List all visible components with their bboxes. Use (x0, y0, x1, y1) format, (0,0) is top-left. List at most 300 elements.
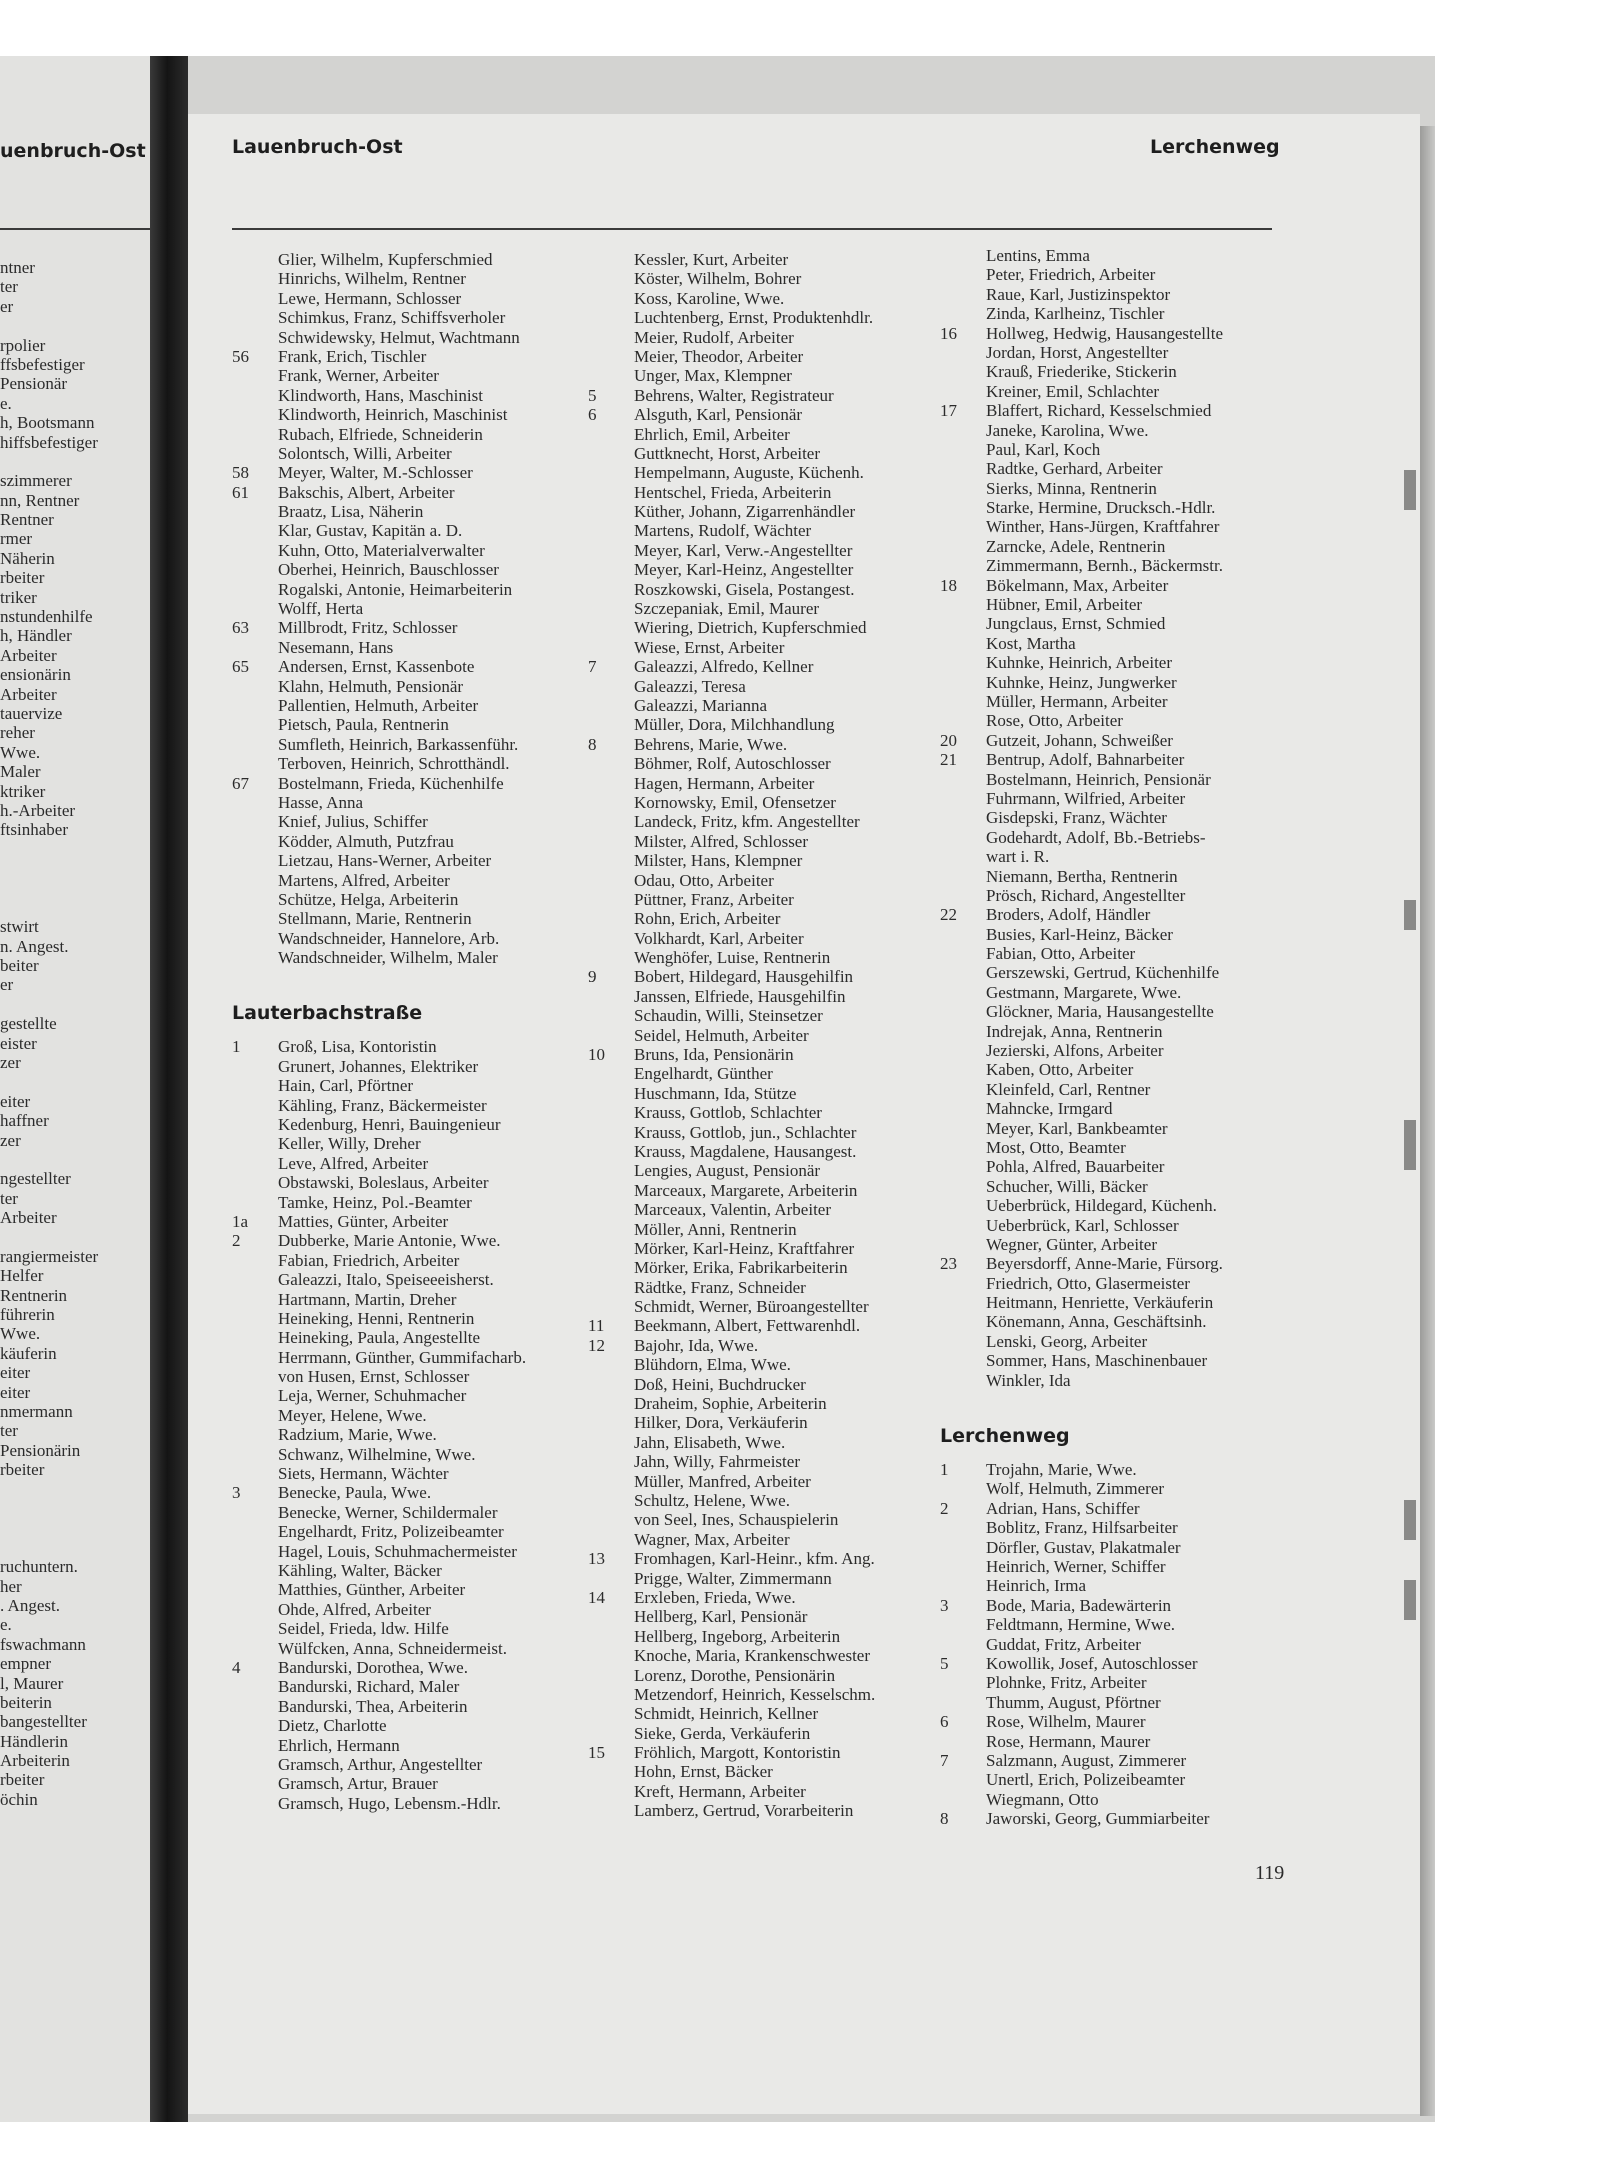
house-number (232, 812, 278, 831)
directory-entry (588, 599, 948, 618)
left-page-fragment: Wwe. (0, 742, 41, 762)
directory-entry (940, 421, 1300, 440)
directory-entry (232, 580, 592, 599)
directory-entry (588, 1181, 948, 1200)
resident-text: Benecke, Werner, Schildermaler (278, 1502, 498, 1522)
left-page-fragment: öchin (0, 1789, 38, 1809)
house-number: 5 (588, 385, 597, 405)
resident-text: Hohn, Ernst, Bäcker (634, 1762, 773, 1782)
resident-text: Müller, Hermann, Arbeiter (986, 691, 1168, 711)
directory-entry (940, 711, 1300, 730)
resident-text: Jahn, Elisabeth, Wwe. (634, 1432, 786, 1452)
house-number: 5 (940, 1653, 949, 1673)
resident-text: Ködder, Almuth, Putzfrau (278, 831, 454, 851)
house-number (588, 1375, 634, 1394)
house-number (940, 1274, 986, 1293)
resident-text: Raue, Karl, Justizinspektor (986, 284, 1171, 304)
resident-text: Fabian, Friedrich, Arbeiter (278, 1250, 460, 1270)
resident-text: Schmidt, Werner, Büroangestellter (634, 1297, 869, 1317)
house-number (232, 386, 278, 405)
house-number (232, 871, 278, 890)
directory-entry (588, 347, 948, 366)
house-number: 2 (940, 1498, 949, 1518)
directory-entry (588, 425, 948, 444)
directory-entry (232, 1367, 592, 1386)
resident-text: Schwanz, Wilhelmine, Wwe. (278, 1444, 476, 1464)
directory-entry (588, 463, 948, 482)
directory-entry (232, 1328, 592, 1347)
directory-entry (940, 1177, 1300, 1196)
house-number (940, 1693, 986, 1712)
house-number (940, 1635, 986, 1654)
house-number: 10 (588, 1045, 605, 1065)
house-number (588, 308, 634, 327)
directory-entry (232, 793, 592, 812)
resident-text: Milster, Hans, Klempner (634, 851, 803, 871)
left-page-fragment: ter (0, 1188, 18, 1208)
directory-entry (940, 1499, 1300, 1518)
left-page-fragment (0, 840, 170, 859)
left-page-fragment (0, 1072, 170, 1091)
resident-text: Gramsch, Hugo, Lebensm.-Hdlr. (278, 1793, 501, 1813)
house-number (588, 871, 634, 890)
house-number (588, 502, 634, 521)
left-page-fragment: tauervize (0, 703, 63, 723)
directory-entry (232, 1658, 592, 1677)
resident-text: Blühdorn, Elma, Wwe. (634, 1355, 791, 1375)
house-number (940, 983, 986, 1002)
resident-text: Ohde, Alfred, Arbeiter (278, 1599, 431, 1619)
edge-mark (1404, 1580, 1416, 1620)
house-number (588, 832, 634, 851)
house-number (940, 1312, 986, 1331)
house-number (940, 847, 986, 866)
resident-text: Wiering, Dietrich, Kupferschmied (634, 618, 867, 638)
resident-text: Gerszewski, Gertrud, Küchenhilfe (986, 963, 1220, 983)
resident-text: Marceaux, Valentin, Arbeiter (634, 1200, 832, 1220)
house-number (588, 580, 634, 599)
house-number (232, 599, 278, 618)
directory-entry (940, 1479, 1300, 1498)
house-number (940, 711, 986, 730)
house-number (940, 1041, 986, 1060)
house-number (232, 851, 278, 870)
directory-entry (232, 677, 592, 696)
house-number (232, 1173, 278, 1192)
directory-entry (940, 1693, 1300, 1712)
house-number (940, 343, 986, 362)
edge-mark (1404, 470, 1416, 510)
column-3-entries-a (940, 246, 1300, 1390)
resident-text: Oberhei, Heinrich, Bauschlosser (278, 560, 499, 580)
resident-text: Krauß, Friederike, Stickerin (986, 362, 1177, 382)
directory-entry (940, 828, 1300, 847)
directory-entry (588, 521, 948, 540)
house-number (232, 1134, 278, 1153)
resident-text: Roszkowski, Gisela, Postangest. (634, 579, 855, 599)
house-number: 2 (232, 1231, 241, 1251)
house-number (232, 1522, 278, 1541)
section-title-lerchenweg: Lerchenweg (940, 1425, 1070, 1448)
house-number: 4 (232, 1657, 241, 1677)
resident-text: Hellberg, Ingeborg, Arbeiterin (634, 1626, 841, 1646)
house-number (940, 634, 986, 653)
directory-entry (588, 735, 948, 754)
house-number (232, 425, 278, 444)
resident-text: Engelhardt, Günther (634, 1064, 773, 1084)
resident-text: Adrian, Hans, Schiffer (986, 1498, 1140, 1518)
left-page-fragment: rbeiter (0, 1460, 45, 1480)
resident-text: Wiese, Ernst, Arbeiter (634, 637, 785, 657)
directory-entry (588, 1646, 948, 1665)
left-page-fragment: rbeiter (0, 568, 45, 588)
directory-entry (940, 1254, 1300, 1273)
resident-text: Möller, Anni, Rentnerin (634, 1219, 797, 1239)
resident-text: Draheim, Sophie, Arbeiterin (634, 1394, 827, 1414)
left-page-fragment (0, 1228, 170, 1247)
left-page-fragment: ntner (0, 258, 35, 277)
directory-entry (232, 483, 592, 502)
resident-text: Prigge, Walter, Zimmermann (634, 1568, 832, 1588)
house-number (232, 832, 278, 851)
house-number: 13 (588, 1549, 605, 1569)
directory-entry (588, 1336, 948, 1355)
house-number (588, 890, 634, 909)
left-page-fragment: käuferin (0, 1343, 57, 1363)
resident-text: Milster, Alfred, Schlosser (634, 831, 809, 851)
house-number (232, 1057, 278, 1076)
resident-text: Jordan, Horst, Angestellter (986, 342, 1169, 362)
directory-entry (940, 963, 1300, 982)
house-number (940, 265, 986, 284)
resident-text: Klar, Gustav, Kapitän a. D. (278, 521, 463, 541)
resident-text: Hagen, Hermann, Arbeiter (634, 773, 815, 793)
house-number (588, 754, 634, 773)
page-edge (1420, 126, 1435, 2116)
house-number (588, 1394, 634, 1413)
directory-entry (232, 1096, 592, 1115)
resident-text: Klahn, Helmuth, Pensionär (278, 676, 464, 696)
resident-text: Prösch, Richard, Angestellter (986, 885, 1186, 905)
resident-text: Lentins, Emma (986, 246, 1090, 265)
house-number (588, 1569, 634, 1588)
resident-text: Hollweg, Hedwig, Hausangestellte (986, 323, 1223, 343)
resident-text: Kreiner, Emil, Schlachter (986, 381, 1160, 401)
house-number (588, 347, 634, 366)
directory-entry (232, 948, 592, 967)
left-page-fragment: gestellte (0, 1014, 57, 1034)
directory-entry (232, 1639, 592, 1658)
resident-text: Metzendorf, Heinrich, Kesselschm. (634, 1684, 876, 1704)
directory-entry (588, 1297, 948, 1316)
resident-text: Gestmann, Margarete, Wwe. (986, 982, 1182, 1002)
house-number (232, 638, 278, 657)
house-number (940, 1479, 986, 1498)
house-number (940, 1790, 986, 1809)
resident-text: Meier, Theodor, Arbeiter (634, 346, 804, 366)
directory-entry (232, 1290, 592, 1309)
left-page-fragment: fswachmann (0, 1634, 86, 1654)
left-page-fragment (0, 452, 170, 471)
house-number: 11 (588, 1316, 605, 1336)
column-1-entries-a (232, 250, 592, 967)
house-number (588, 774, 634, 793)
left-page-fragment: Maler (0, 762, 41, 782)
directory-entry (940, 324, 1300, 343)
house-number (588, 793, 634, 812)
directory-entry (232, 1212, 592, 1231)
resident-text: Bandurski, Thea, Arbeiterin (278, 1696, 468, 1716)
resident-text: Heineking, Henni, Rentnerin (278, 1308, 475, 1328)
column-1 (232, 250, 592, 1813)
directory-entry (940, 1235, 1300, 1254)
directory-entry (232, 1425, 592, 1444)
left-page-fragment: Arbeiter (0, 645, 57, 665)
left-page-fragment: h.-Arbeiter (0, 800, 76, 820)
house-number (940, 673, 986, 692)
house-number (232, 250, 278, 269)
resident-text: Schucher, Willi, Bäcker (986, 1176, 1148, 1196)
directory-entry (232, 774, 592, 793)
directory-entry (940, 1041, 1300, 1060)
directory-entry (232, 1522, 592, 1541)
house-number: 18 (940, 575, 957, 595)
house-number (588, 366, 634, 385)
directory-entry (588, 948, 948, 967)
directory-entry (232, 386, 592, 405)
house-number: 7 (588, 657, 597, 677)
house-number (940, 421, 986, 440)
house-number (588, 1181, 634, 1200)
resident-text: Püttner, Franz, Arbeiter (634, 889, 794, 909)
directory-entry (588, 987, 948, 1006)
resident-text: Tamke, Heinz, Pol.-Beamter (278, 1192, 472, 1212)
resident-text: Volkhardt, Karl, Arbeiter (634, 928, 804, 948)
directory-entry (588, 1142, 948, 1161)
house-number: 20 (940, 730, 957, 750)
house-number (588, 250, 634, 269)
house-number (588, 1452, 634, 1471)
resident-text: Schaudin, Willi, Steinsetzer (634, 1006, 823, 1026)
house-number (232, 1639, 278, 1658)
left-page-fragment: er (0, 975, 14, 995)
directory-entry (940, 1002, 1300, 1021)
resident-text: Solontsch, Willi, Arbeiter (278, 443, 452, 463)
house-number (588, 1123, 634, 1142)
directory-entry (940, 1635, 1300, 1654)
directory-entry (940, 614, 1300, 633)
directory-entry (940, 1460, 1300, 1479)
directory-entry (232, 1057, 592, 1076)
directory-entry (940, 673, 1300, 692)
resident-text: Ehrlich, Emil, Arbeiter (634, 424, 790, 444)
directory-entry (940, 944, 1300, 963)
directory-entry (940, 1596, 1300, 1615)
directory-entry (232, 735, 592, 754)
resident-text: Fuhrmann, Wilfried, Arbeiter (986, 788, 1186, 808)
left-page-fragment: triker (0, 587, 37, 607)
directory-entry (232, 1561, 592, 1580)
page-header-right: Lerchenweg (1150, 136, 1280, 158)
house-number (232, 1328, 278, 1347)
directory-entry (940, 1138, 1300, 1157)
house-number (232, 1542, 278, 1561)
house-number (232, 1561, 278, 1580)
house-number (588, 1084, 634, 1103)
house-number (232, 929, 278, 948)
left-page-fragment: Pensionär (0, 374, 68, 394)
resident-text: Kedenburg, Henri, Bauingenieur (278, 1115, 501, 1135)
directory-entry (940, 343, 1300, 362)
resident-text: Müller, Manfred, Arbeiter (634, 1471, 811, 1491)
resident-text: Seidel, Helmuth, Arbeiter (634, 1025, 809, 1045)
left-page-fragment: Arbeiter (0, 1208, 57, 1228)
directory-entry (232, 657, 592, 676)
house-number (232, 405, 278, 424)
resident-text: Wandschneider, Wilhelm, Maler (278, 948, 498, 968)
resident-text: Kessler, Kurt, Arbeiter (634, 250, 789, 269)
directory-entry (588, 560, 948, 579)
resident-text: Radzium, Marie, Wwe. (278, 1425, 437, 1445)
house-number (588, 483, 634, 502)
resident-text: Müller, Dora, Milchhandlung (634, 715, 835, 735)
directory-entry (588, 1782, 948, 1801)
resident-text: Radtke, Gerhard, Arbeiter (986, 459, 1163, 479)
edge-mark (1404, 1500, 1416, 1540)
directory-entry (588, 1103, 948, 1122)
directory-entry (940, 731, 1300, 750)
resident-text: Kähling, Walter, Bäcker (278, 1561, 442, 1580)
resident-text: Wenghöfer, Luise, Rentnerin (634, 948, 831, 968)
resident-text: Blaffert, Richard, Kesselschmied (986, 401, 1212, 421)
left-page-fragment: Helfer (0, 1266, 44, 1286)
house-number (232, 1677, 278, 1696)
directory-entry (940, 905, 1300, 924)
house-number (588, 1685, 634, 1704)
house-number (232, 1445, 278, 1464)
directory-entry (588, 1607, 948, 1626)
directory-entry (588, 618, 948, 637)
left-page-fragment (0, 1499, 170, 1518)
directory-entry (940, 401, 1300, 420)
house-number (940, 1615, 986, 1634)
house-number (232, 1794, 278, 1813)
directory-entry (588, 851, 948, 870)
resident-text: Keller, Willy, Dreher (278, 1134, 421, 1154)
house-number (588, 521, 634, 540)
resident-text: Engelhardt, Fritz, Polizeibeamter (278, 1522, 504, 1542)
directory-entry (940, 1518, 1300, 1537)
resident-text: Böhmer, Rolf, Autoschlosser (634, 754, 831, 774)
directory-entry (588, 1491, 948, 1510)
house-number (940, 498, 986, 517)
column-3 (940, 246, 1300, 1828)
house-number (940, 1332, 986, 1351)
directory-entry (232, 1134, 592, 1153)
left-page-fragment: rbeiter (0, 1770, 45, 1790)
house-number (232, 541, 278, 560)
left-page-fragment: nstundenhilfe (0, 607, 93, 627)
resident-text: Martens, Rudolf, Wächter (634, 521, 812, 541)
house-number (232, 1309, 278, 1328)
resident-text: Kähling, Franz, Bäckermeister (278, 1095, 487, 1115)
resident-text: Terboven, Heinrich, Schrotthändl. (278, 754, 510, 774)
resident-text: von Husen, Ernst, Schlosser (278, 1367, 470, 1387)
house-number: 23 (940, 1254, 957, 1274)
left-page-fragment: eiter (0, 1091, 31, 1111)
directory-entry (940, 246, 1300, 265)
directory-entry (940, 440, 1300, 459)
resident-text: Meyer, Walter, M.-Schlosser (278, 463, 473, 483)
resident-text: Andersen, Ernst, Kassenbote (278, 657, 475, 677)
house-number (940, 1673, 986, 1692)
directory-entry (232, 832, 592, 851)
house-number (588, 1491, 634, 1510)
left-page-fragment: Wwe. (0, 1324, 41, 1344)
directory-entry (588, 1316, 948, 1335)
directory-entry (940, 1293, 1300, 1312)
directory-entry (588, 580, 948, 599)
house-number (232, 1251, 278, 1270)
house-number: 21 (940, 750, 957, 770)
house-number: 9 (588, 967, 597, 987)
directory-entry (588, 1549, 948, 1568)
resident-text: Zarncke, Adele, Rentnerin (986, 536, 1166, 556)
resident-text: Hilker, Dora, Verkäuferin (634, 1413, 808, 1433)
house-number (588, 948, 634, 967)
directory-entry (232, 638, 592, 657)
house-number: 12 (588, 1335, 605, 1355)
left-page-fragment: szimmerer (0, 471, 72, 491)
directory-entry (232, 425, 592, 444)
house-number (940, 362, 986, 381)
resident-text: Landeck, Fritz, kfm. Angestellter (634, 812, 860, 832)
resident-text: Heineking, Paula, Angestellte (278, 1328, 481, 1348)
resident-text: Leve, Alfred, Arbeiter (278, 1153, 429, 1173)
house-number (940, 1732, 986, 1751)
directory-entry (588, 909, 948, 928)
house-number (232, 1425, 278, 1444)
resident-text: Trojahn, Marie, Wwe. (986, 1460, 1137, 1480)
resident-text: Hasse, Anna (278, 792, 363, 812)
house-number (588, 1762, 634, 1781)
resident-text: Beekmann, Albert, Fettwarenhdl. (634, 1316, 861, 1336)
directory-entry (232, 715, 592, 734)
directory-entry (940, 362, 1300, 381)
left-page-fragment (0, 995, 170, 1014)
directory-entry (232, 851, 592, 870)
left-page-fragment (0, 316, 170, 335)
house-number (940, 1196, 986, 1215)
house-number: 58 (232, 463, 249, 483)
resident-text: Indrejak, Anna, Rentnerin (986, 1021, 1163, 1041)
house-number (940, 1177, 986, 1196)
directory-entry (588, 1064, 948, 1083)
directory-entry (232, 1037, 592, 1056)
resident-text: Zinda, Karlheinz, Tischler (986, 304, 1165, 324)
left-page-fragment: nmermann (0, 1402, 73, 1422)
resident-text: Niemann, Bertha, Rentnerin (986, 866, 1178, 886)
resident-text: Galeazzi, Alfredo, Kellner (634, 657, 814, 677)
directory-entry (588, 793, 948, 812)
resident-text: Fröhlich, Margott, Kontoristin (634, 1743, 841, 1763)
house-number (940, 963, 986, 982)
directory-entry (588, 657, 948, 676)
left-page-fragment (0, 1538, 170, 1557)
left-page-fragment: eiter (0, 1382, 31, 1402)
left-page-fragment: Arbeiter (0, 684, 57, 704)
house-number (232, 1076, 278, 1095)
